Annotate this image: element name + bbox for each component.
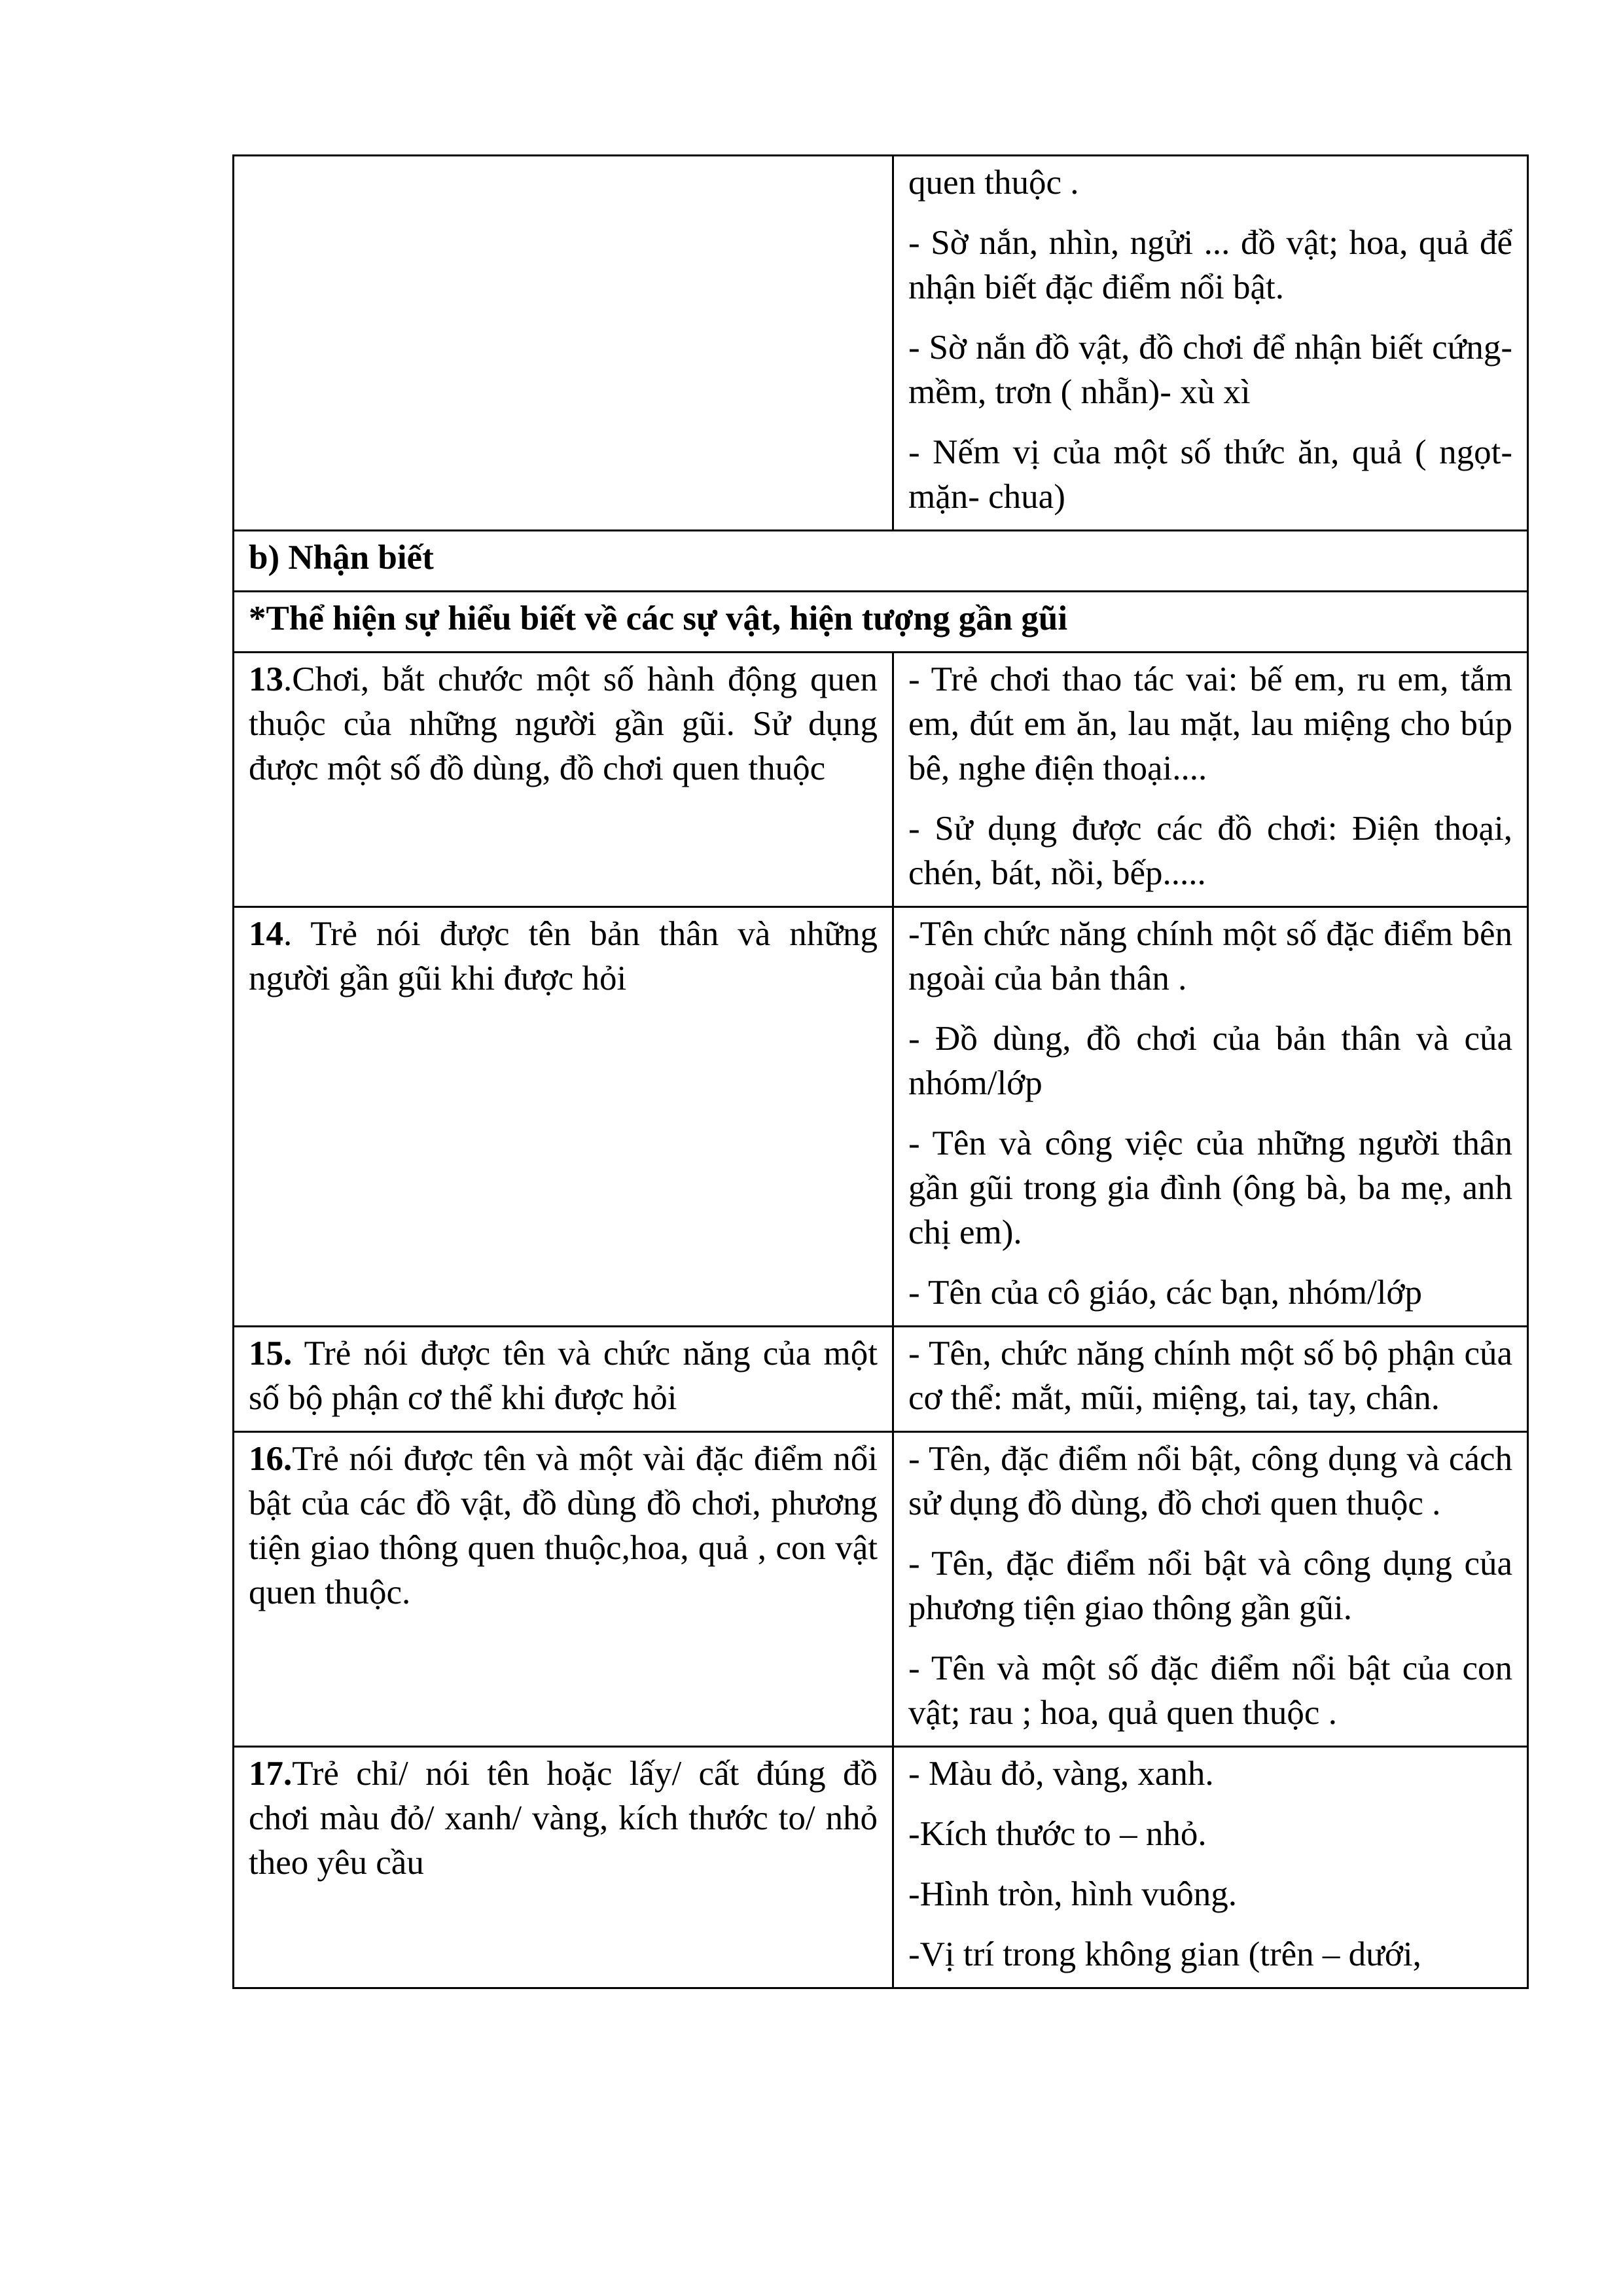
section-heading: b) Nhận biết — [234, 531, 1528, 592]
goal-number: 17. — [249, 1755, 293, 1793]
section-heading: *Thể hiện sự hiểu biết về các sự vật, hiện tượng gần gũi — [234, 592, 1528, 653]
content-item: -Hình tròn, hình vuông. — [908, 1875, 1237, 1913]
curriculum-table — [232, 154, 1529, 1989]
section-header-row — [234, 531, 1528, 592]
table-row — [234, 156, 1528, 531]
goal-text — [249, 912, 878, 1001]
goal-text — [249, 657, 878, 791]
goal-text — [249, 1437, 878, 1615]
content-item: - Đồ dùng, đồ chơi của bản thân và của nhóm/lớp — [908, 1020, 1512, 1102]
content-item: - Sờ nắn, nhìn, ngửi ... đồ vật; hoa, quả để nhận biết đặc điểm nổi bật. — [908, 224, 1512, 306]
table-row — [234, 907, 1528, 1327]
goal-cell — [234, 1432, 893, 1747]
content-cell — [893, 907, 1528, 1327]
content-item: - Tên, đặc điểm nổi bật và công dụng của phương tiện giao thông gần gũi. — [908, 1545, 1512, 1627]
content-item: - Trẻ chơi thao tác vai: bế em, ru em, tắm em, đút em ăn, lau mặt, lau miệng cho búp bê, nghe điện thoại.... — [908, 660, 1512, 787]
content-item: -Kích thước to – nhỏ. — [908, 1815, 1207, 1853]
table-row — [234, 1432, 1528, 1747]
content-cell — [893, 653, 1528, 907]
content-item: - Màu đỏ, vàng, xanh. — [908, 1755, 1214, 1793]
section-header-row — [234, 592, 1528, 653]
table-row — [234, 1327, 1528, 1432]
goal-number: 16. — [249, 1440, 293, 1478]
content-item: - Tên, chức năng chính một số bộ phận của cơ thể: mắt, mũi, miệng, tai, tay, chân. — [908, 1335, 1512, 1417]
goal-text — [249, 1751, 878, 1885]
goal-number: 13 — [249, 660, 283, 698]
content-item: - Sờ nắn đồ vật, đồ chơi để nhận biết cứng- mềm, trơn ( nhẵn)- xù xì — [908, 329, 1512, 411]
goal-description: Trẻ nói được tên và một vài đặc điểm nổi bật của các đồ vật, đồ dùng đồ chơi, phương tiện giao thông quen thuộc,hoa, quả , con vật quen thuộc. — [249, 1440, 878, 1611]
table-row — [234, 653, 1528, 907]
goal-cell — [234, 653, 893, 907]
goal-description: Trẻ chỉ/ nói tên hoặc lấy/ cất đúng đồ chơi màu đỏ/ xanh/ vàng, kích thước to/ nhỏ theo yêu cầu — [249, 1755, 878, 1882]
table-row — [234, 1747, 1528, 1988]
goal-cell — [234, 1747, 893, 1988]
content-item: - Nếm vị của một số thức ăn, quả ( ngọt- mặn- chua) — [908, 433, 1512, 516]
goal-text — [249, 1331, 878, 1420]
goal-description: . Trẻ nói được tên bản thân và những người gần gũi khi được hỏi — [249, 915, 878, 997]
table-body — [234, 156, 1528, 1988]
content-item: - Tên và công việc của những người thân gần gũi trong gia đình (ông bà, ba mẹ, anh chị em). — [908, 1124, 1512, 1251]
content-item: -Vị trí trong không gian (trên – dưới, — [908, 1935, 1421, 1973]
content-item: - Tên, đặc điểm nổi bật, công dụng và cách sử dụng đồ dùng, đồ chơi quen thuộc . — [908, 1440, 1512, 1522]
content-item: quen thuộc . — [908, 164, 1079, 202]
goal-description: .Chơi, bắt chước một số hành động quen thuộc của những người gần gũi. Sử dụng được một số đồ dùng, đồ chơi quen thuộc — [249, 660, 878, 787]
goal-cell — [234, 907, 893, 1327]
content-item: - Sử dụng được các đồ chơi: Điện thoại, chén, bát, nồi, bếp..... — [908, 810, 1512, 892]
goal-number: 14 — [249, 915, 283, 953]
goal-cell — [234, 156, 893, 531]
content-cell — [893, 1327, 1528, 1432]
content-cell — [893, 1432, 1528, 1747]
content-item: -Tên chức năng chính một số đặc điểm bên ngoài của bản thân . — [908, 915, 1512, 997]
goal-description: Trẻ nói được tên và chức năng của một số bộ phận cơ thể khi được hỏi — [249, 1335, 878, 1417]
content-cell — [893, 156, 1528, 531]
content-item: - Tên và một số đặc điểm nổi bật của con vật; rau ; hoa, quả quen thuộc . — [908, 1649, 1512, 1732]
goal-cell — [234, 1327, 893, 1432]
content-cell — [893, 1747, 1528, 1988]
goal-number: 15. — [249, 1335, 293, 1372]
content-item: - Tên của cô giáo, các bạn, nhóm/lớp — [908, 1274, 1422, 1312]
